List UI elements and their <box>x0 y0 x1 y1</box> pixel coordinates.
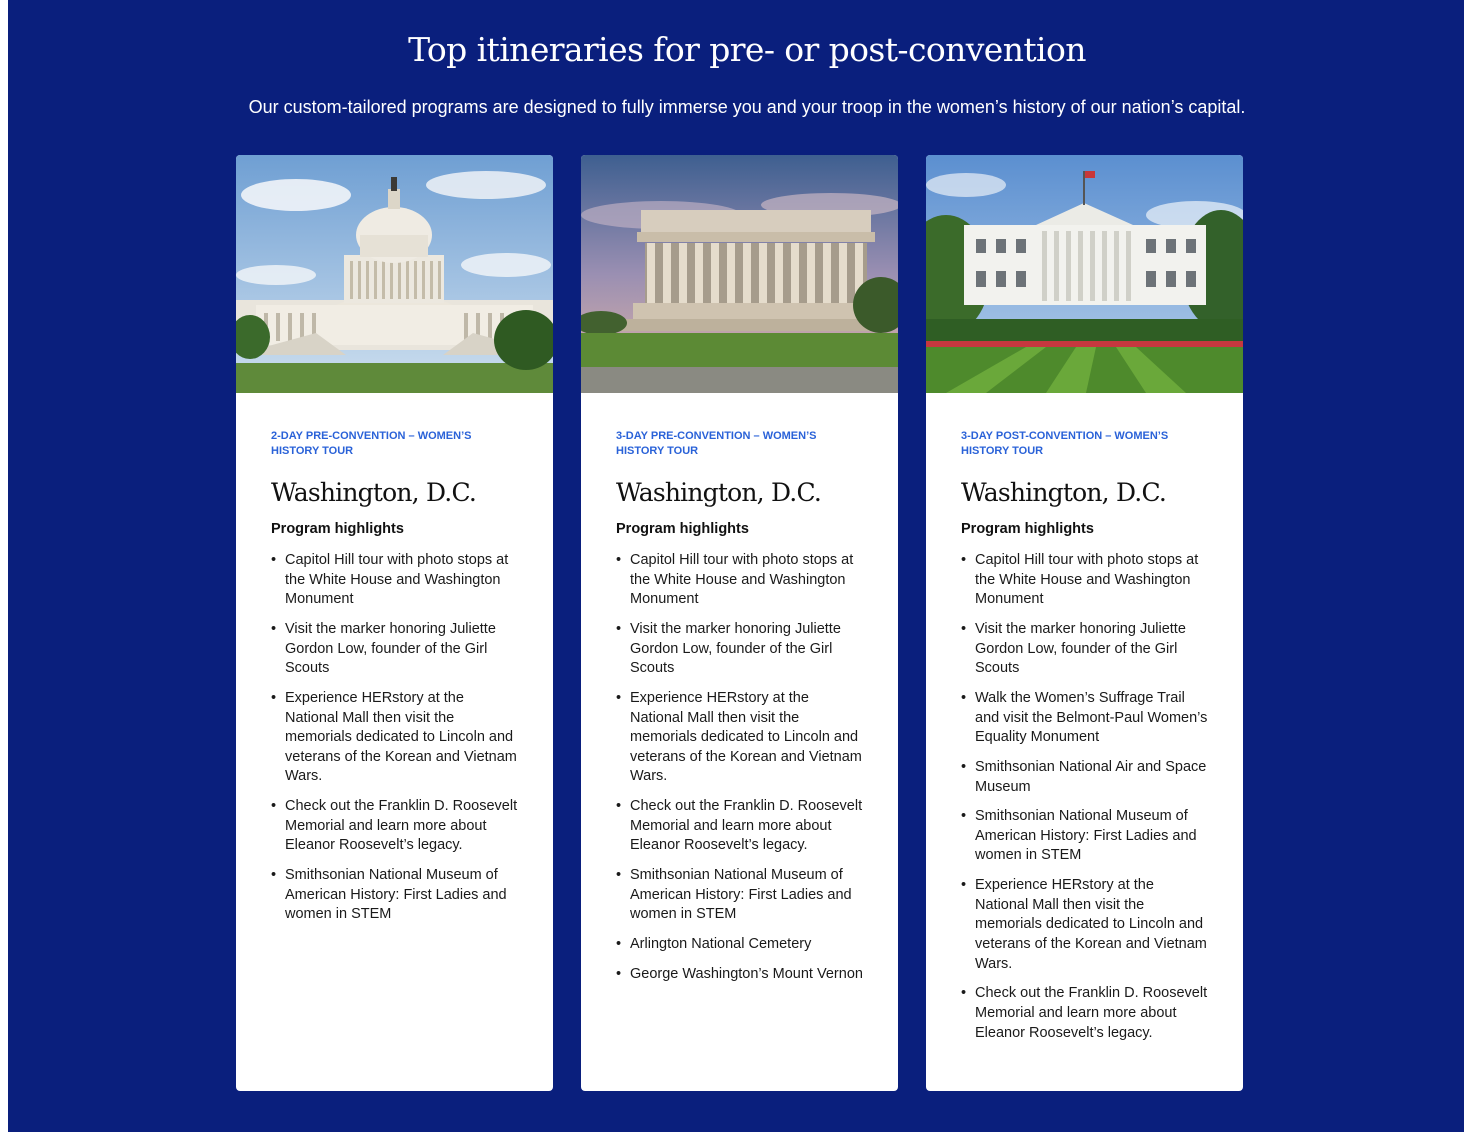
highlights-list <box>271 551 519 925</box>
itinerary-card-3[interactable] <box>926 155 1243 1091</box>
highlight-item: • Arlington National Cemetery <box>616 935 864 955</box>
us-capitol-photo <box>236 155 553 393</box>
itinerary-card-2[interactable] <box>581 155 898 1091</box>
highlights-title: Program highlights <box>616 521 749 537</box>
card-city-title: Washington, D.C. <box>961 478 1167 507</box>
highlight-item: • Visit the marker honoring Juliette Gordon Low, founder of the Girl Scouts <box>616 620 864 679</box>
highlight-item: • Smithsonian National Museum of American History: First Ladies and women in STEM <box>616 866 864 925</box>
lincoln-memorial-photo <box>581 155 898 393</box>
highlights-list <box>961 551 1209 1043</box>
highlights-list <box>616 551 864 984</box>
section-title: Top itineraries for pre- or post-convention <box>408 30 1086 69</box>
highlight-item: • Capitol Hill tour with photo stops at the White House and Washington Monument <box>616 551 864 610</box>
highlight-item: • Experience HERstory at the National Mall then visit the memorials dedicated to Lincoln and veterans of the Korean and Vietnam Wars. <box>271 689 519 787</box>
highlight-item: • Capitol Hill tour with photo stops at the White House and Washington Monument <box>271 551 519 610</box>
highlights-title: Program highlights <box>271 521 404 537</box>
itinerary-card-1[interactable] <box>236 155 553 1091</box>
highlight-item: • Smithsonian National Air and Space Museum <box>961 758 1209 797</box>
highlight-item: • Walk the Women’s Suffrage Trail and visit the Belmont-Paul Women’s Equality Monument <box>961 689 1209 748</box>
tour-tag: 3-DAY POST-CONVENTION – WOMEN’S HISTORY TOUR <box>961 430 1169 457</box>
highlight-item: • Capitol Hill tour with photo stops at the White House and Washington Monument <box>961 551 1209 610</box>
highlight-item: • Check out the Franklin D. Roosevelt Memorial and learn more about Eleanor Roosevelt’s legacy. <box>616 797 864 856</box>
highlight-item: • George Washington’s Mount Vernon <box>616 965 864 985</box>
section-subtitle: Our custom-tailored programs are designed to fully immerse you and your troop in the women’s history of our nation’s capital. <box>248 97 1246 117</box>
tour-tag: 3-DAY PRE-CONVENTION – WOMEN’S HISTORY TOUR <box>616 430 817 457</box>
itineraries-section <box>8 0 1464 1132</box>
highlight-item: • Smithsonian National Museum of American History: First Ladies and women in STEM <box>961 807 1209 866</box>
highlight-item: • Visit the marker honoring Juliette Gordon Low, founder of the Girl Scouts <box>271 620 519 679</box>
highlights-title: Program highlights <box>961 521 1094 537</box>
tour-tag: 2-DAY PRE-CONVENTION – WOMEN’S HISTORY TOUR <box>271 430 472 457</box>
white-house-photo <box>926 155 1243 393</box>
highlight-item: • Experience HERstory at the National Mall then visit the memorials dedicated to Lincoln and veterans of the Korean and Vietnam Wars. <box>616 689 864 787</box>
highlight-item: • Experience HERstory at the National Mall then visit the memorials dedicated to Lincoln and veterans of the Korean and Vietnam Wars. <box>961 876 1209 974</box>
highlight-item: • Check out the Franklin D. Roosevelt Memorial and learn more about Eleanor Roosevelt’s legacy. <box>271 797 519 856</box>
highlight-item: • Visit the marker honoring Juliette Gordon Low, founder of the Girl Scouts <box>961 620 1209 679</box>
highlight-item: • Smithsonian National Museum of American History: First Ladies and women in STEM <box>271 866 519 925</box>
card-city-title: Washington, D.C. <box>271 478 477 507</box>
highlight-item: • Check out the Franklin D. Roosevelt Memorial and learn more about Eleanor Roosevelt’s legacy. <box>961 984 1209 1043</box>
card-city-title: Washington, D.C. <box>616 478 822 507</box>
